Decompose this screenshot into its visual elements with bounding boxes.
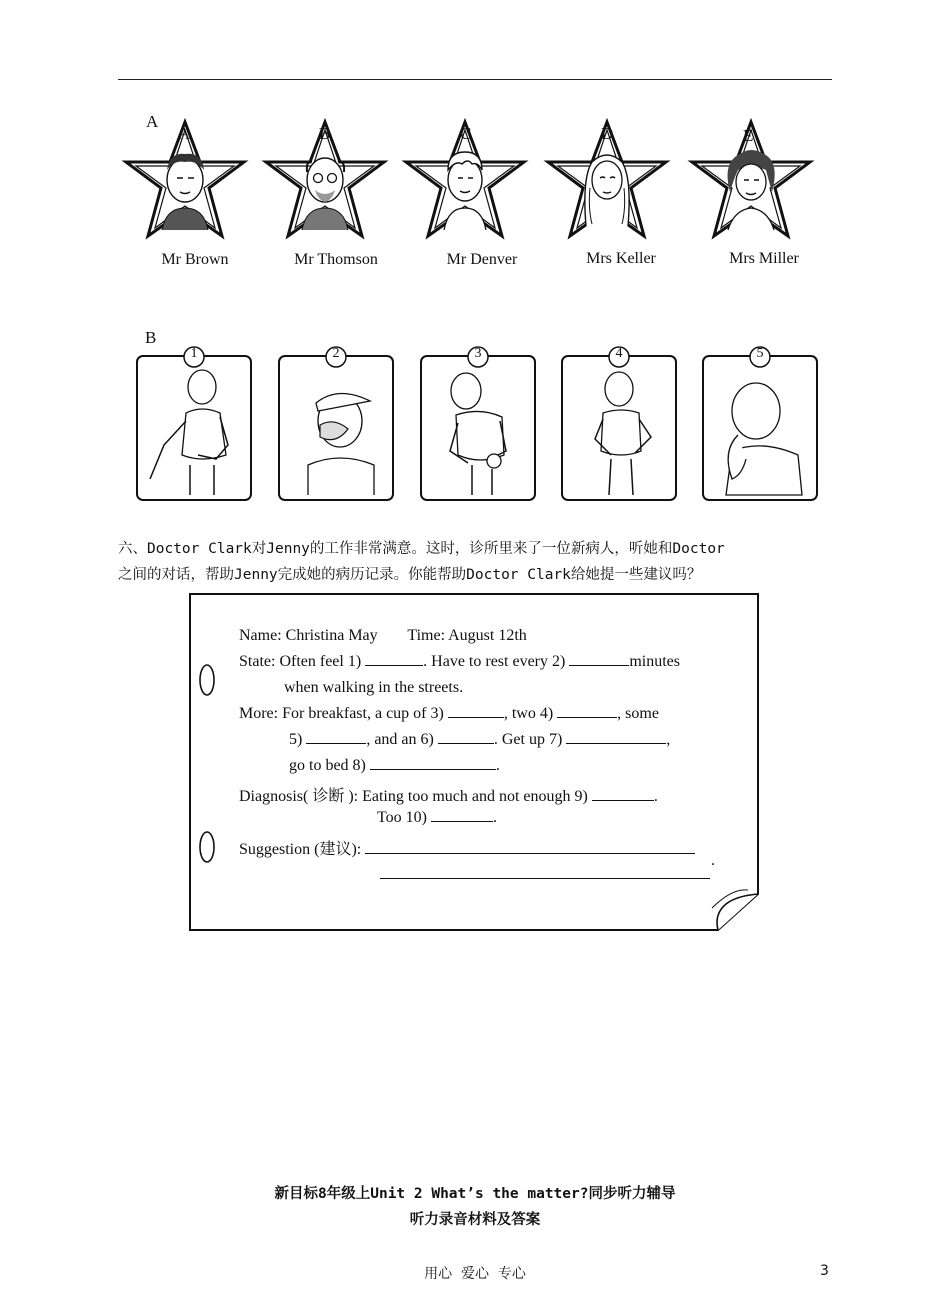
instruction-line-2: 之间的对话，帮助Jenny完成她的病历记录。你能帮助Doctor Clark给她提一些建议吗？ — [118, 567, 702, 583]
blank-2[interactable] — [569, 653, 629, 666]
record-diagnosis-line — [239, 783, 658, 806]
blank-6[interactable] — [438, 731, 494, 744]
blank-10[interactable] — [431, 809, 493, 822]
state-text: minutes — [629, 653, 681, 670]
more-text: go to bed 8) — [289, 757, 366, 774]
more-text: 5) — [289, 731, 303, 748]
frame-3 — [420, 346, 536, 501]
diagnosis-text: Diagnosis( 诊断 ): Eating too much and not enough 9) — [239, 788, 588, 805]
more-text: . — [495, 757, 500, 774]
more-text: , and an 6) — [366, 731, 434, 748]
person-name: Mr Brown — [161, 251, 229, 268]
bottom-title-line-2: 听力录音材料及答案 — [409, 1212, 541, 1228]
diagnosis-text: . — [653, 788, 658, 805]
record-state-line-2: when walking in the streets. — [284, 679, 464, 696]
more-text: , — [666, 731, 671, 748]
suggestion-blank-2[interactable] — [380, 878, 710, 879]
diagnosis-text: Too 10) — [377, 809, 427, 826]
diagnosis-text: . — [492, 809, 497, 826]
blank-7[interactable] — [566, 731, 666, 744]
frame-2 — [278, 346, 394, 501]
frame-4 — [561, 346, 677, 501]
record-diagnosis-line-2 — [377, 809, 497, 827]
more-text: , some — [617, 705, 659, 722]
person-name: Mrs Keller — [586, 250, 656, 267]
frame-5 — [702, 346, 818, 501]
portrait-letter: D — [601, 124, 614, 143]
record-state-line — [239, 653, 680, 671]
frame-number: 3 — [474, 346, 482, 361]
record-suggestion-line — [239, 836, 695, 859]
suggestion-blank-1[interactable] — [365, 841, 695, 854]
medical-record-note — [188, 592, 762, 932]
blank-9[interactable] — [592, 788, 654, 801]
record-name — [239, 627, 527, 645]
record-name-text: Name: Christina May — [239, 627, 378, 644]
record-more-line-3 — [289, 757, 500, 775]
frame-1 — [136, 346, 252, 501]
portrait-letter: B — [319, 124, 331, 143]
portrait-letter: C — [460, 124, 472, 143]
instruction-line-1: 六、Doctor Clark对Jenny的工作非常满意。这时，诊所里来了一位新病人，听她和Doctor — [118, 541, 725, 557]
bottom-title-line-1: 新目标8年级上Unit 2 What’s the matter?同步听力辅导 — [274, 1186, 676, 1202]
person-name: Mr Thomson — [294, 251, 378, 268]
state-text: . Have to rest every 2) — [423, 653, 566, 670]
suggestion-period: . — [711, 852, 715, 869]
portrait-letter: A — [178, 124, 191, 143]
record-more-line-2 — [289, 731, 670, 749]
record-more-line — [239, 705, 659, 723]
record-time-text: Time: August 12th — [407, 627, 527, 644]
state-text: State: Often feel 1) — [239, 653, 362, 670]
more-text: More: For breakfast, a cup of 3) — [239, 705, 444, 722]
frame-number: 1 — [190, 346, 198, 361]
footer-motto: 用心 爱心 专心 — [424, 1266, 526, 1282]
blank-1[interactable] — [365, 653, 423, 666]
page-number: 3 — [820, 1263, 829, 1279]
blank-3[interactable] — [448, 705, 504, 718]
frame-number: 5 — [756, 346, 764, 361]
section-b-label: B — [145, 328, 157, 347]
blank-4[interactable] — [557, 705, 617, 718]
more-text: . Get up 7) — [493, 731, 563, 748]
more-text: , two 4) — [503, 705, 554, 722]
blank-8[interactable] — [370, 757, 496, 770]
portrait-letter: E — [743, 126, 754, 145]
blank-5[interactable] — [306, 731, 366, 744]
person-name: Mr Denver — [446, 251, 518, 268]
frame-number: 4 — [615, 346, 623, 361]
header-rule — [118, 79, 832, 80]
person-name: Mrs Miller — [729, 250, 799, 267]
frame-number: 2 — [332, 346, 340, 361]
section-a-label: A — [146, 112, 159, 131]
suggestion-text: Suggestion (建议): — [239, 841, 362, 858]
